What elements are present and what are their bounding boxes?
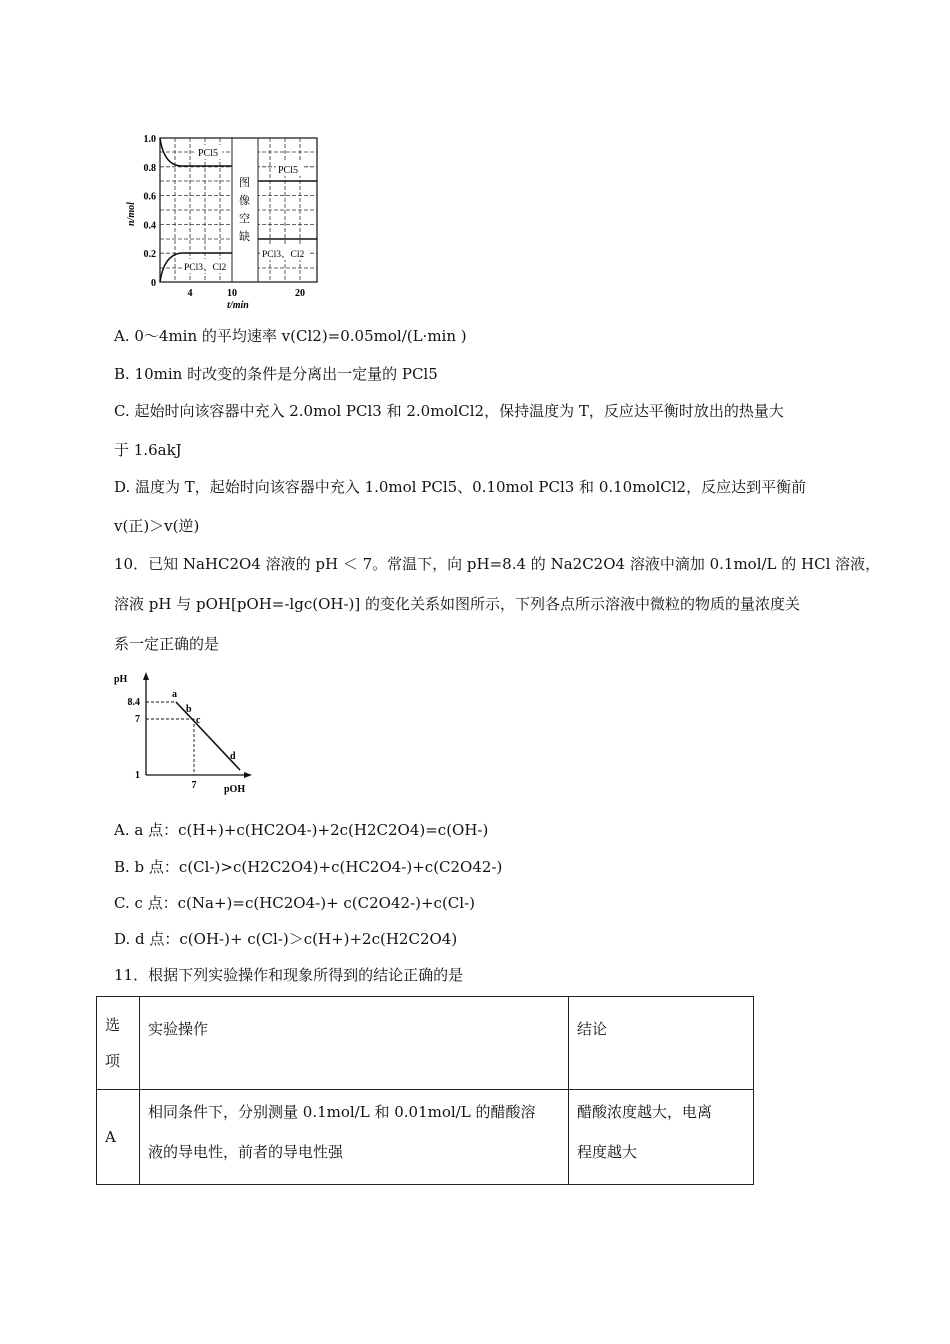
missing-char-3: 空 [239, 213, 250, 225]
table-header-row [97, 997, 754, 1090]
label-pcl5-left: PCl5 [198, 148, 219, 159]
missing-char-4: 缺 [239, 231, 250, 243]
header-conclusion: 结论 [577, 1020, 608, 1038]
header-operation: 实验操作 [148, 1020, 209, 1038]
header-conclusion-cell [569, 997, 754, 1090]
point-label-a: a [172, 689, 177, 700]
q9-option-d-line1: D. 温度为 T，起始时向该容器中充入 1.0mol PCl5、0.10mol PCl3 和 0.10molCl2，反应达到平衡前 [114, 478, 807, 496]
q9-option-b: B. 10min 时改变的条件是分离出一定量的 PCl5 [114, 365, 438, 383]
q10-option-a: A. a 点：c(H+)+c(HC2O4-)+2c(H2C2O4)=c(OH-) [114, 821, 489, 839]
label-pcl3-left: PCl3、Cl2 [184, 263, 227, 273]
point-label-b: b [186, 704, 192, 715]
y-tick: 1.0 [143, 134, 156, 145]
y-tick: 8.4 [127, 697, 140, 708]
q9-option-d-line2: v(正)＞v(逆) [114, 517, 200, 535]
row-a-conclusion-line2: 程度越大 [577, 1143, 638, 1161]
y-tick: 0.8 [143, 162, 156, 174]
y-tick: 0 [151, 278, 156, 289]
label-pcl3-right: PCl3、Cl2 [262, 250, 305, 260]
x-tick: 4 [187, 288, 193, 299]
q10-stem-line3: 系一定正确的是 [114, 635, 220, 653]
q10-option-d: D. d 点：c(OH-)+ c(Cl-)＞c(H+)+2c(H2C2O4) [114, 930, 458, 948]
q9-option-a: A. 0～4min 的平均速率 v(Cl2)=0.05mol/(L·min ) [114, 327, 467, 345]
q10-stem-line1: 10．已知 NaHC2O4 溶液的 pH ＜ 7。常温下，向 pH=8.4 的 Na2C2O4 溶液中滴加 0.1mol/L 的 HCl 溶液， [114, 555, 881, 573]
q10-stem-line2: 溶液 pH 与 pOH[pOH=-lgc(OH-)] 的变化关系如图所示，下列各点所示溶液中微粒的物质的量浓度关 [114, 595, 801, 613]
x-axis-label: pOH [224, 784, 246, 795]
row-a-conclusion-line1: 醋酸浓度越大，电离 [577, 1103, 713, 1121]
y-tick: 1 [135, 770, 140, 781]
q10-option-c: C. c 点：c(Na+)=c(HC2O4-)+ c(C2O42-)+c(Cl-) [114, 894, 476, 912]
y-axis-label: pH [114, 674, 128, 685]
row-a-option-cell [97, 1090, 140, 1185]
row-a-operation-line2: 液的导电性，前者的导电性强 [148, 1143, 344, 1161]
table-row [97, 1090, 754, 1185]
q9-option-c-line1: C. 起始时向该容器中充入 2.0mol PCl3 和 2.0molCl2，保持温度为 T，反应达平衡时放出的热量大 [114, 402, 784, 420]
x-tick: 20 [295, 288, 305, 299]
header-operation-cell [140, 997, 569, 1090]
x-tick: 10 [227, 288, 237, 299]
q9-option-c-line2: 于 1.6akJ [114, 441, 182, 459]
label-pcl5-right: PCl5 [278, 165, 299, 176]
q11-stem: 11．根据下列实验操作和现象所得到的结论正确的是 [114, 966, 464, 984]
y-tick: 7 [135, 714, 140, 725]
point-label-d: d [230, 751, 236, 762]
missing-char-2: 像 [239, 195, 250, 207]
y-tick: 0.2 [143, 249, 156, 261]
row-a-operation-cell [140, 1090, 569, 1185]
missing-char-1: 图 [239, 177, 250, 189]
header-option-char-2: 项 [105, 1052, 121, 1070]
figure-1-equilibrium-graph [120, 128, 330, 313]
y-tick: 0.4 [143, 220, 156, 232]
point-label-c: c [196, 715, 201, 726]
figure-2-ph-poh-graph [112, 670, 260, 798]
row-a-operation-line1: 相同条件下，分别测量 0.1mol/L 和 0.01mol/L 的醋酸溶 [148, 1103, 536, 1121]
y-axis-label: n/mol [126, 202, 137, 226]
q10-option-b: B. b 点：c(Cl-)>c(H2C2O4)+c(HC2O4-)+c(C2O42-) [114, 858, 503, 876]
x-tick: 7 [191, 780, 197, 791]
experiment-table [96, 996, 754, 1185]
row-a-conclusion-cell [569, 1090, 754, 1185]
row-a-option: A [105, 1128, 116, 1146]
header-option-char-1: 选 [105, 1016, 121, 1034]
x-axis-label: t/min [227, 300, 249, 311]
y-tick: 0.6 [143, 191, 156, 203]
header-option-cell [97, 997, 140, 1090]
